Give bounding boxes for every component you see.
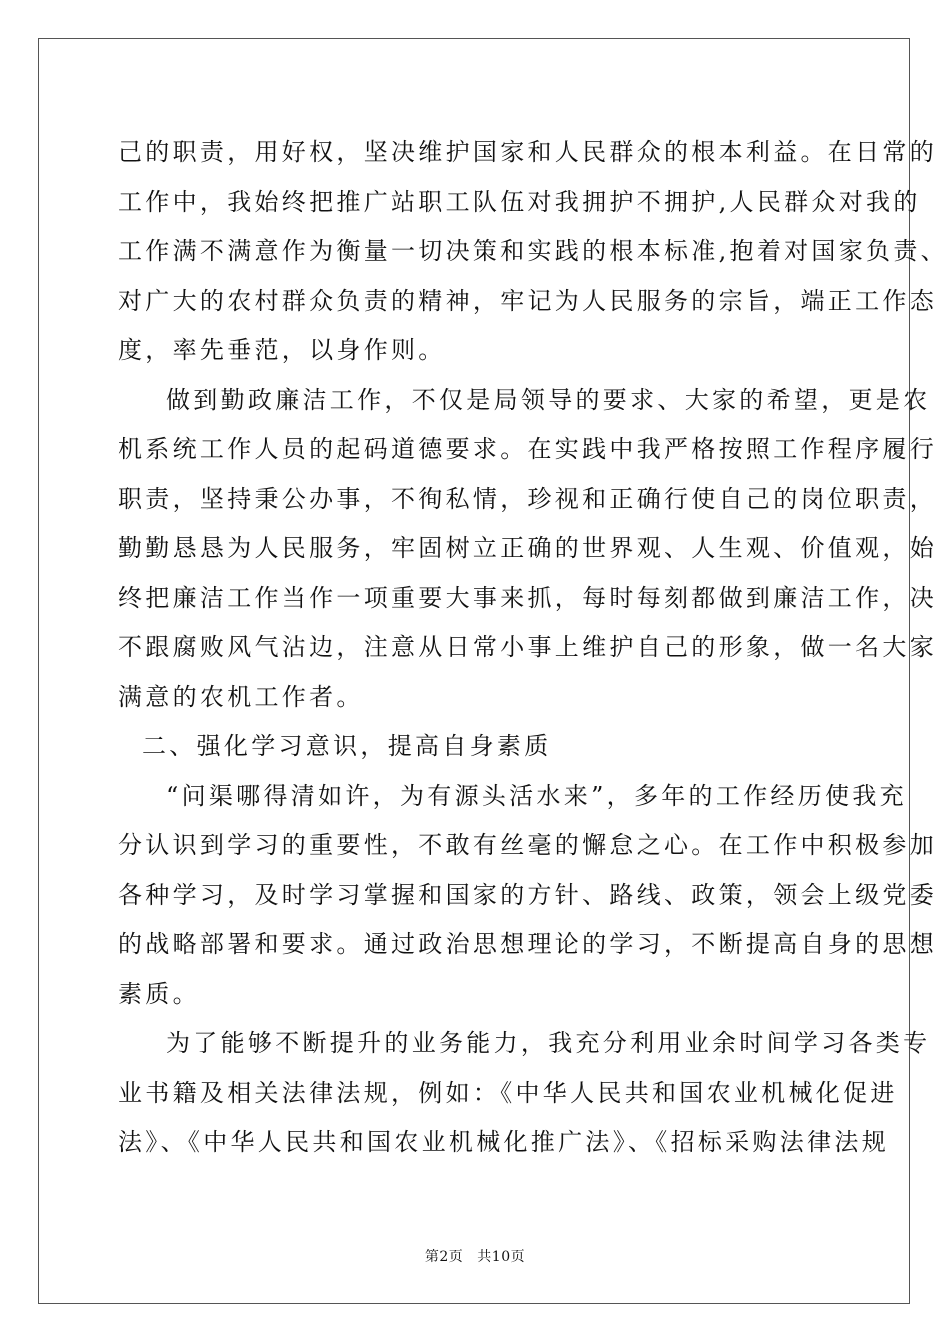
paragraph [118, 1019, 931, 1168]
text-line: 二、强化学习意识，提高自身素质 [142, 732, 552, 760]
text-line: 不跟腐败风气沾边，注意从日常小事上维护自己的形象，做一名大家 [118, 633, 937, 661]
page-footer [0, 1246, 950, 1266]
section-heading [118, 722, 853, 772]
text-line: 业书籍及相关法律法规，例如：《中华人民共和国农业机械化促进 [118, 1078, 898, 1107]
paragraph [118, 128, 948, 376]
text-line: 职责，坚持秉公办事，不徇私情，珍视和正确行使自己的岗位职责， [118, 484, 937, 513]
text-line: 各种学习，及时学习掌握和国家的方针、路线、政策，领会上级党委 [118, 880, 937, 909]
text-line: 的战略部署和要求。通过政治思想理论的学习，不断提高自身的思想 [118, 930, 937, 958]
text-line: “问渠哪得清如许，为有源头活水来”，多年的工作经历使我充 [166, 781, 907, 810]
page-number: 第2页 [424, 1249, 464, 1265]
text-line: 为了能够不断提升的业务能力，我充分利用业余时间学习各类专 [166, 1029, 931, 1057]
text-line: 满意的农机工作者。 [118, 682, 364, 711]
text-line: 工作中，我始终把推广站职工队伍对我拥护不拥护,人民群众对我的 [118, 187, 921, 216]
text-line: 对广大的农村群众负责的精神，牢记为人民服务的宗旨，端正工作态 [118, 286, 937, 315]
document-body [118, 128, 948, 1168]
text-line: 做到勤政廉洁工作，不仅是局领导的要求、大家的希望，更是农 [166, 385, 931, 414]
text-line: 机系统工作人员的起码道德要求。在实践中我严格按照工作程序履行 [118, 435, 937, 463]
text-line: 分认识到学习的重要性，不敢有丝毫的懈怠之心。在工作中积极参加 [118, 831, 937, 859]
page-total: 共10页 [477, 1249, 526, 1265]
paragraph [118, 772, 937, 1020]
text-line: 素质。 [118, 979, 200, 1008]
text-line: 法》、《中华人民共和国农业机械化推广法》、《招标采购法律法规 [118, 1128, 889, 1156]
text-line: 勤勤恳恳为人民服务，牢固树立正确的世界观、人生观、价值观，始 [118, 534, 937, 562]
text-line: 度，率先垂范，以身作则。 [118, 336, 446, 364]
text-line: 终把廉洁工作当作一项重要大事来抓，每时每刻都做到廉洁工作，决 [118, 583, 937, 612]
paragraph [118, 376, 937, 723]
text-line: 己的职责，用好权，坚决维护国家和人民群众的根本利益。在日常的 [118, 138, 937, 166]
text-line: 工作满不满意作为衡量一切决策和实践的根本标准,抱着对国家负责、 [118, 237, 948, 265]
